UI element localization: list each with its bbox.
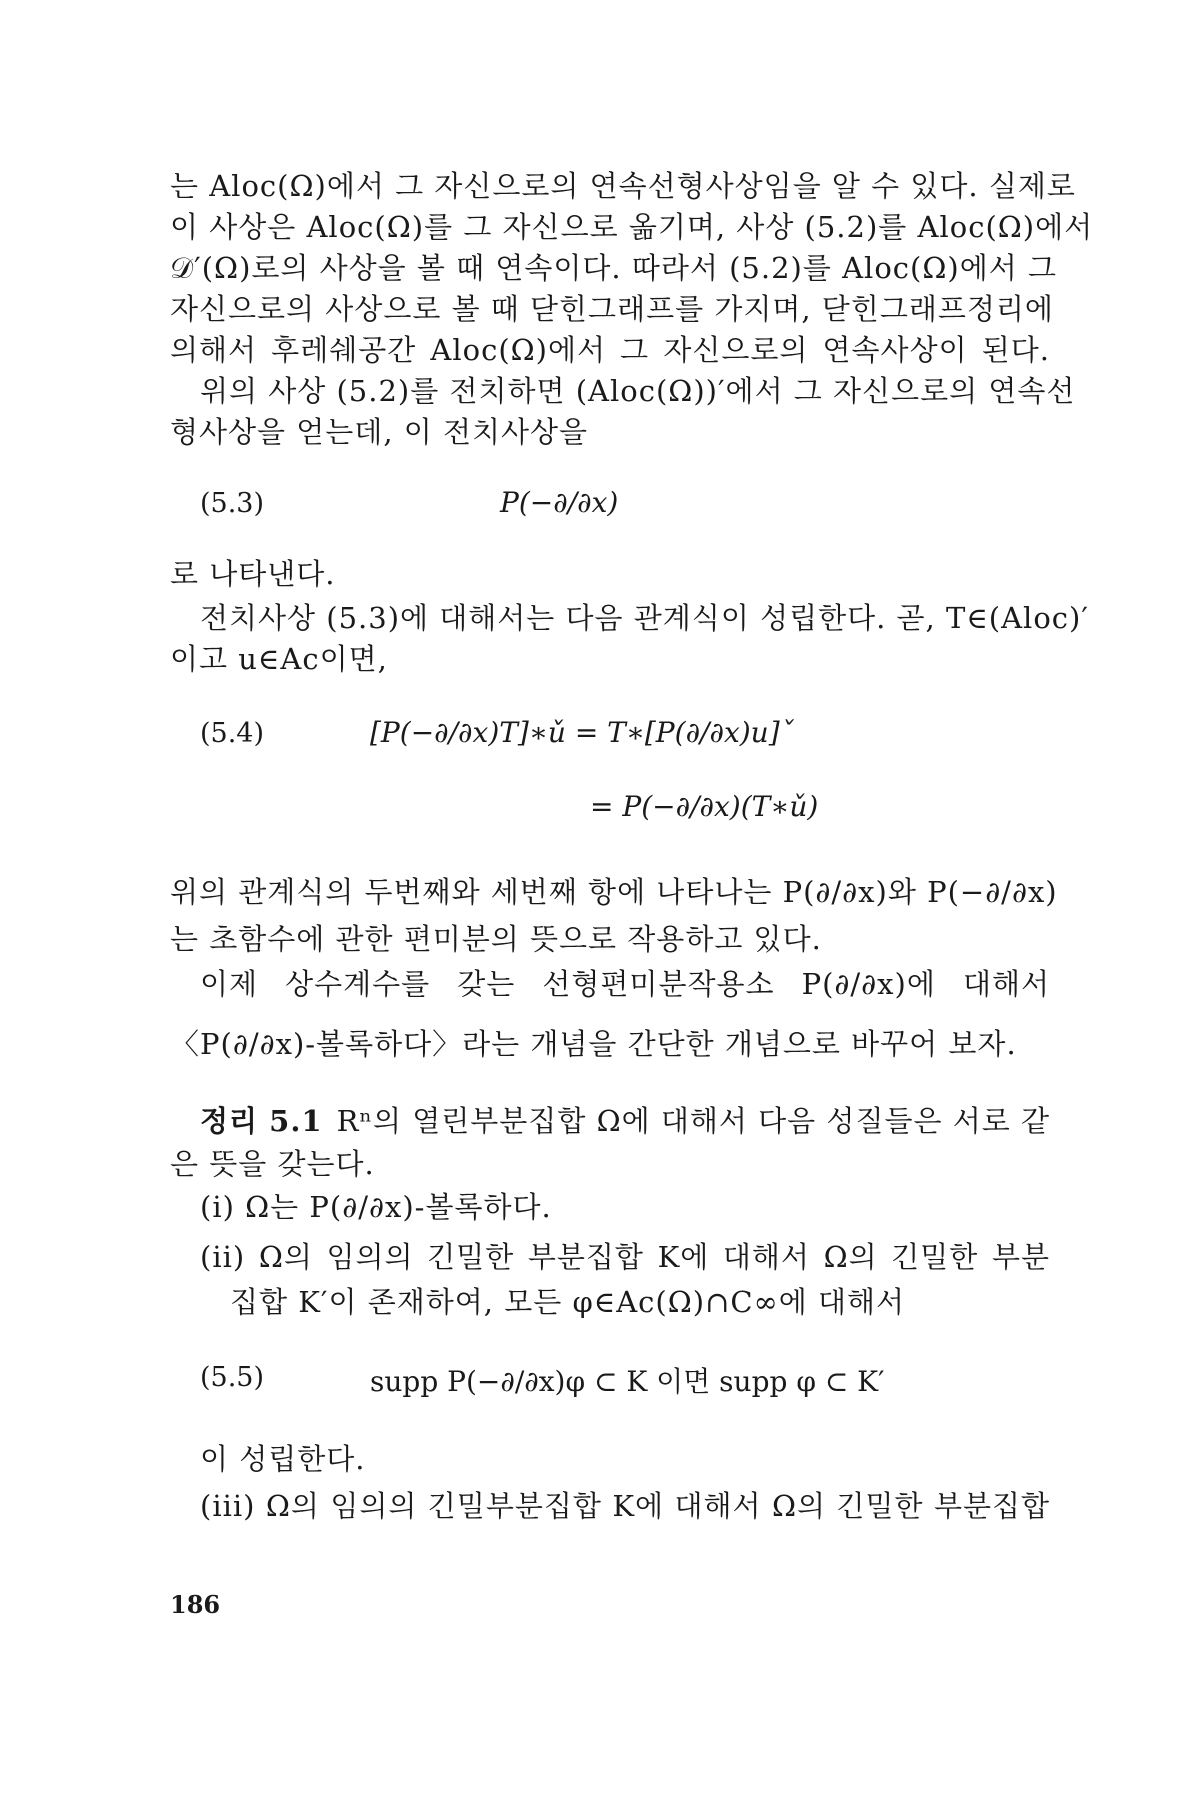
text-line: 이 성립한다.	[200, 1442, 366, 1476]
list-item: (iii) Ω의 임의의 긴밀부분집합 K에 대해서 Ω의 긴밀한 부분집합	[200, 1489, 1050, 1523]
text-line: 집합 K′이 존재하여, 모든 φ∈Ac(Ω)∩C∞에 대해서	[230, 1285, 906, 1319]
equation-number: (5.5)	[200, 1362, 265, 1393]
text-line: 는 초함수에 관한 편미분의 뜻으로 작용하고 있다.	[170, 922, 822, 956]
text-line: 〈P(∂/∂x)-볼록하다〉라는 개념을 간단한 개념으로 바꾸어 보자.	[170, 1027, 1017, 1061]
theorem-line	[200, 1104, 1051, 1138]
text-line: 는 Aloc(Ω)에서 그 자신으로의 연속선형사상임을 알 수 있다. 실제로	[170, 169, 1076, 203]
text-line: 위의 관계식의 두번째와 세번째 항에 나타나는 P(∂/∂x)와 P(−∂/∂x)	[170, 875, 1058, 909]
text-line: 자신으로의 사상으로 볼 때 닫힌그래프를 가지며, 닫힌그래프정리에	[170, 292, 1054, 326]
list-item: (i) Ω는 P(∂/∂x)-볼록하다.	[200, 1190, 552, 1224]
text-line: 로 나타낸다.	[170, 557, 336, 591]
text-line: 의해서 후레쉐공간 Aloc(Ω)에서 그 자신으로의 연속사상이 된다.	[170, 333, 1050, 367]
list-item: (ii) Ω의 임의의 긴밀한 부분집합 K에 대해서 Ω의 긴밀한 부분	[200, 1240, 1050, 1274]
equation: supp P(−∂/∂x)φ ⊂ K 이면 supp φ ⊂ K′	[370, 1365, 885, 1398]
text-line: 𝒟′(Ω)로의 사상을 볼 때 연속이다. 따라서 (5.2)를 Aloc(Ω)에서 그	[170, 251, 1057, 285]
text-line: 위의 사상 (5.2)를 전치하면 (Aloc(Ω))′에서 그 자신으로의 연속선	[200, 374, 1076, 408]
equation-number: (5.3)	[200, 488, 265, 519]
equation: = P(−∂/∂x)(T∗ǔ)	[590, 790, 819, 823]
text-line: 전치사상 (5.3)에 대해서는 다음 관계식이 성립한다. 곧, T∈(Aloc)′	[200, 601, 1089, 635]
text-line: 형사상을 얻는데, 이 전치사상을	[170, 415, 589, 449]
text-line: 이 사상은 Aloc(Ω)를 그 자신으로 옮기며, 사상 (5.2)를 Aloc(Ω)에서	[170, 210, 1094, 244]
text-line: 은 뜻을 갖는다.	[170, 1147, 375, 1181]
equation: P(−∂/∂x)	[500, 486, 619, 519]
text-line: 이고 u∈Ac이면,	[170, 642, 388, 676]
theorem-heading: 정리 5.1	[200, 1104, 323, 1138]
text-line: 이제 상수계수를 갖는 선형편미분작용소 P(∂/∂x)에 대해서	[200, 967, 1050, 1001]
equation-number: (5.4)	[200, 718, 265, 749]
theorem-text: Rⁿ의 열린부분집합 Ω에 대해서 다음 성질들은 서로 같	[336, 1104, 1051, 1138]
page-number: 186	[170, 1590, 221, 1619]
equation: [P(−∂/∂x)T]∗ǔ = T∗[P(∂/∂x)u]ˇ	[370, 716, 794, 749]
